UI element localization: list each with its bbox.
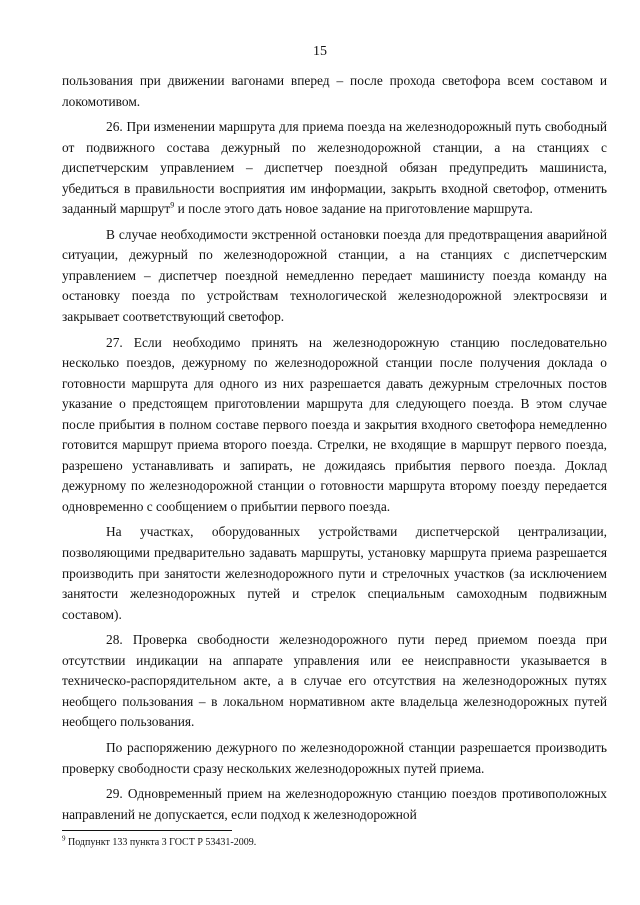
- paragraph-dispatch-centralization: На участках, оборудованных устройствами диспетчерской централизации, позволяющими предварительно задавать маршруты, установку маршрута приема разрешается производить при занятости железнодорожного пути и стрелочных участков (за исключением занятости железнодорожных путей и стрелок специальным самоходным подвижным составом).: [62, 524, 607, 622]
- paragraph-28: 28. Проверка свободности железнодорожного пути перед приемом поезда при отсутствии индикации на аппарате управления или ее неисправности указывается в техническо-распорядительном акте, а в случае его отсутствия на железнодорожных путях необщего пользования – в локальном нормативном акте владельца железнодорожных путей необщего пользования.: [62, 632, 607, 730]
- paragraph-continuation: пользования при движении вагонами вперед – после прохода светофора всем составом и локомотивом.: [62, 73, 607, 109]
- footnote-marker: 9: [62, 834, 66, 843]
- footnote-reference[interactable]: 9: [170, 200, 175, 210]
- footnote-divider: [62, 830, 232, 831]
- paragraph-26-text: 26. При изменении маршрута для приема поезда на железнодорожный путь свободный от подвижного состава дежурный по железнодорожной станции, а на станциях с диспетчерским управлением – диспетчер поездной обязан предупредить машиниста, убедиться в правильности восприятия им информации, закрыть входной светофор, отменить заданный маршрут: [62, 119, 607, 217]
- paragraph-emergency-stop: В случае необходимости экстренной остановки поезда для предотвращения аварийной ситуации, дежурный по железнодорожной станции, а на станциях с диспетчерским управлением – диспетчер поездной немедленно передает машинисту поезда команду на остановку поезда по устройствам технологической железнодорожной электросвязи и закрывает соответствующий светофор.: [62, 226, 607, 325]
- footnote-text: Подпункт 133 пункта 3 ГОСТ Р 53431-2009.: [65, 837, 257, 848]
- paragraph-26: [62, 117, 607, 220]
- paragraph-29: 29. Одновременный прием на железнодорожную станцию поездов противоположных направлений не допускается, если подход к железнодорожной: [62, 786, 607, 822]
- paragraph-27: 27. Если необходимо принять на железнодорожную станцию последовательно несколько поездов, дежурному по железнодорожной станции после получения доклада о готовности маршрута для одного из них разрешается давать дежурным стрелочных постов указание о предстоящем приготовлении маршрута для следующего поезда. В этом случае после прибытия в полном составе первого поезда и закрытия входного светофора немедленно готовится маршрут приема второго поезда. Стрелки, не входящие в маршрут первого поезда, разрешено устанавливать и запирать, не дожидаясь прибытия первого поезда. Доклад дежурному по железнодорожной станции о готовности маршрута второму поезду передается одновременно с сообщением о прибытии первого поезда.: [62, 334, 607, 514]
- body-text: [62, 71, 607, 830]
- page-number: 15: [313, 44, 327, 59]
- paragraph-multiple-tracks: По распоряжению дежурного по железнодорожной станции разрешается производить проверку свободности сразу нескольких железнодорожных путей приема.: [62, 739, 607, 776]
- footnote: [62, 836, 607, 849]
- paragraph-26-text-end: и после этого дать новое задание на приготовление маршрута.: [174, 201, 533, 217]
